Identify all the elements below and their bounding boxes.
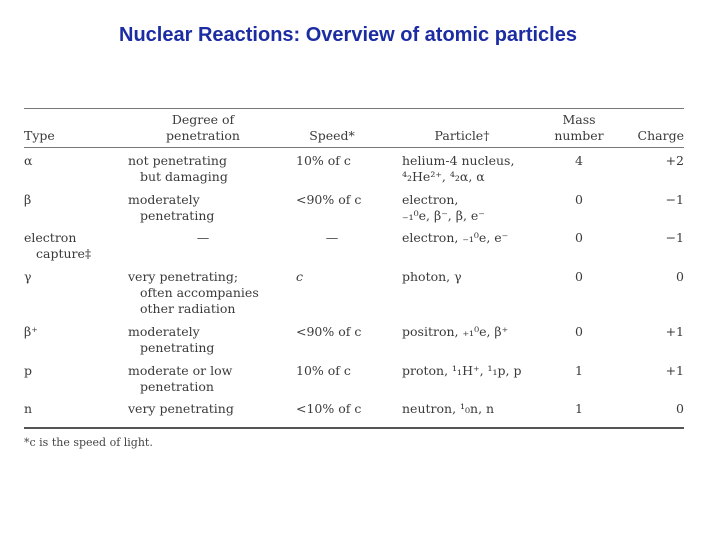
- cell-particle: electron,: [402, 192, 459, 207]
- cell-particle: neutron, ¹₀n, n: [402, 401, 495, 416]
- cell-penetration-cont2: other radiation: [140, 301, 236, 316]
- table-bottom-rule: [24, 427, 684, 429]
- cell-type: p: [24, 363, 33, 378]
- cell-particle: positron, ₊₁⁰e, β⁺: [402, 324, 509, 339]
- header-particle: Particle†: [434, 128, 490, 143]
- cell-particle: helium-4 nucleus,: [402, 153, 515, 168]
- cell-charge: +1: [665, 363, 684, 378]
- cell-charge: −1: [665, 192, 684, 207]
- cell-type: α: [24, 153, 33, 168]
- cell-penetration: moderate or low: [128, 363, 233, 378]
- header-penetration-line2: penetration: [166, 128, 240, 143]
- cell-charge: 0: [676, 269, 684, 284]
- header-speed: Speed*: [309, 128, 355, 143]
- cell-penetration: moderately: [128, 324, 200, 339]
- cell-speed: <90% of c: [296, 324, 362, 339]
- cell-charge: 0: [676, 401, 684, 416]
- cell-mass: 0: [575, 192, 583, 207]
- table-top-rule: [24, 108, 684, 109]
- cell-type-cont: capture‡: [36, 246, 92, 261]
- cell-particle: electron, ₋₁⁰e, e⁻: [402, 230, 509, 245]
- page-title: Nuclear Reactions: Overview of atomic particles: [119, 24, 577, 46]
- cell-penetration-cont: often accompanies: [140, 285, 259, 300]
- header-mass-line1: Mass: [562, 112, 596, 127]
- header-rule: [24, 147, 684, 148]
- cell-penetration-cont: penetration: [140, 379, 214, 394]
- cell-mass: 0: [575, 230, 583, 245]
- header-penetration-line1: Degree of: [171, 112, 235, 127]
- cell-speed: 10% of c: [296, 363, 351, 378]
- cell-penetration: moderately: [128, 192, 200, 207]
- cell-mass: 4: [575, 153, 583, 168]
- cell-penetration-cont: but damaging: [140, 169, 228, 184]
- cell-particle-cont: ₋₁⁰e, β⁻, β, e⁻: [402, 208, 485, 223]
- cell-mass: 1: [575, 363, 583, 378]
- cell-speed: <90% of c: [296, 192, 362, 207]
- cell-penetration: —: [196, 230, 210, 245]
- cell-type: β⁺: [24, 324, 38, 339]
- cell-mass: 0: [575, 324, 583, 339]
- cell-charge: +2: [665, 153, 684, 168]
- table-footnote: *c is the speed of light.: [24, 436, 153, 449]
- cell-penetration: very penetrating: [128, 401, 234, 416]
- cell-speed: c: [296, 269, 304, 284]
- cell-type: electron: [24, 230, 77, 245]
- cell-mass: 1: [575, 401, 583, 416]
- cell-particle: photon, γ: [402, 269, 462, 284]
- cell-penetration-cont: penetrating: [140, 208, 215, 223]
- cell-speed: <10% of c: [296, 401, 362, 416]
- cell-mass: 0: [575, 269, 583, 284]
- header-charge: Charge: [637, 128, 684, 143]
- cell-particle: proton, ¹₁H⁺, ¹₁p, p: [402, 363, 522, 378]
- cell-particle-cont: ⁴₂He²⁺, ⁴₂α, α: [402, 169, 485, 184]
- cell-penetration: not penetrating: [128, 153, 227, 168]
- cell-charge: −1: [665, 230, 684, 245]
- header-mass-line2: number: [554, 128, 604, 143]
- cell-type: β: [24, 192, 32, 207]
- cell-type: n: [24, 401, 33, 416]
- header-type: Type: [24, 128, 55, 143]
- cell-speed: —: [325, 230, 339, 245]
- cell-type: γ: [24, 269, 32, 284]
- cell-speed: 10% of c: [296, 153, 351, 168]
- cell-penetration-cont: penetrating: [140, 340, 215, 355]
- cell-charge: +1: [665, 324, 684, 339]
- cell-penetration: very penetrating;: [128, 269, 239, 284]
